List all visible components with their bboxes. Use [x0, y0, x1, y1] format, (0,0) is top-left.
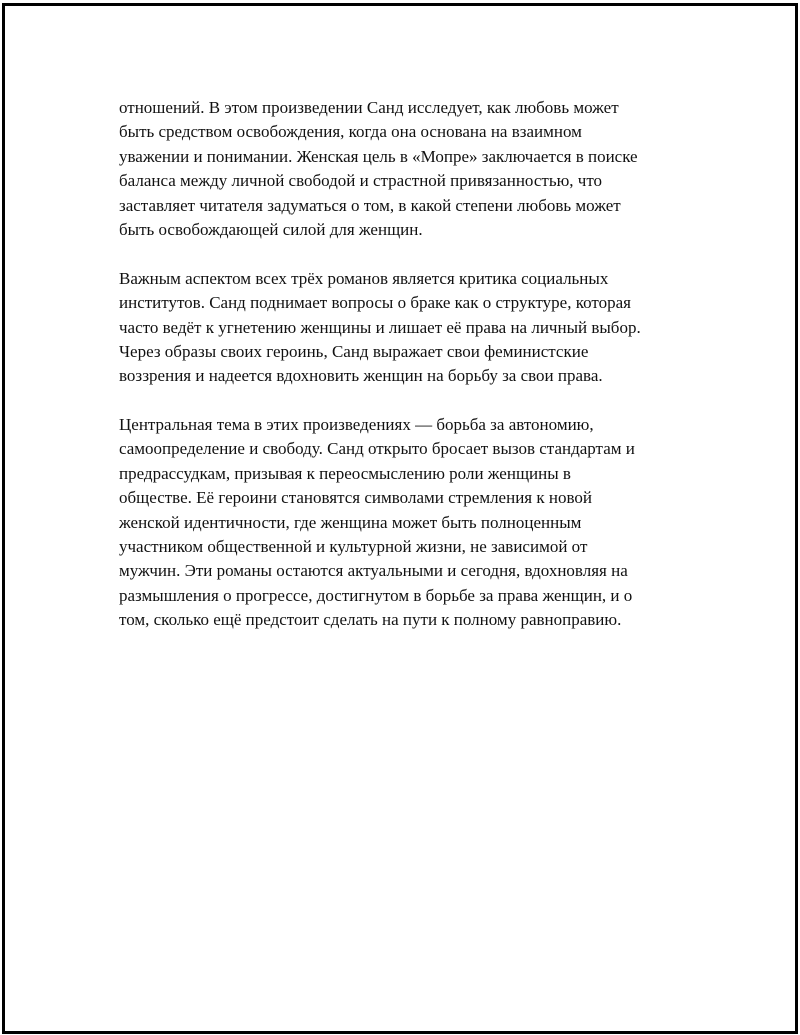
text-line: мужчин. Эти романы остаются актуальными и сегодня, вдохновляя на: [119, 561, 628, 581]
text-line: Через образы своих героинь, Санд выражает свои феминистские: [119, 341, 589, 361]
text-line: Важным аспектом всех трёх романов является критика социальных: [119, 268, 609, 288]
text-line: размышления о прогрессе, достигнутом в борьбе за права женщин, и о: [119, 585, 633, 605]
text-line: уважении и понимании. Женская цель в «Мопре» заключается в поиске: [119, 146, 638, 166]
text-line: быть освобождающей силой для женщин.: [119, 219, 423, 239]
text-line: быть средством освобождения, когда она основана на взаимном: [119, 122, 582, 142]
paragraph-1: [119, 96, 699, 242]
text-line: заставляет читателя задуматься о том, в какой степени любовь может: [119, 195, 621, 215]
text-line: обществе. Её героини становятся символами стремления к новой: [119, 488, 592, 508]
text-line: отношений. В этом произведении Санд исследует, как любовь может: [119, 98, 619, 117]
text-line: баланса между личной свободой и страстной привязанностью, что: [119, 171, 603, 191]
text-line: Центральная тема в этих произведениях — борьба за автономию,: [119, 415, 594, 435]
text-line: женской идентичности, где женщина может быть полноценным: [119, 512, 582, 532]
text-line: институтов. Санд поднимает вопросы о браке как о структуре, которая: [119, 293, 631, 313]
document-body: [119, 96, 699, 657]
paragraph-3: [119, 413, 699, 633]
text-line: том, сколько ещё предстоит сделать на пути к полному равноправию.: [119, 610, 622, 630]
text-line: предрассудкам, призывая к переосмыслению роли женщины в: [119, 463, 571, 483]
text-line: часто ведёт к угнетению женщины и лишает её права на личный выбор.: [119, 317, 641, 337]
document-page: [2, 3, 798, 1034]
text-line: участником общественной и культурной жизни, не зависимой от: [119, 537, 588, 557]
text-line: самоопределение и свободу. Санд открыто бросает вызов стандартам и: [119, 439, 635, 459]
paragraph-2: [119, 267, 699, 389]
text-line: воззрения и надеется вдохновить женщин на борьбу за свои права.: [119, 366, 603, 386]
